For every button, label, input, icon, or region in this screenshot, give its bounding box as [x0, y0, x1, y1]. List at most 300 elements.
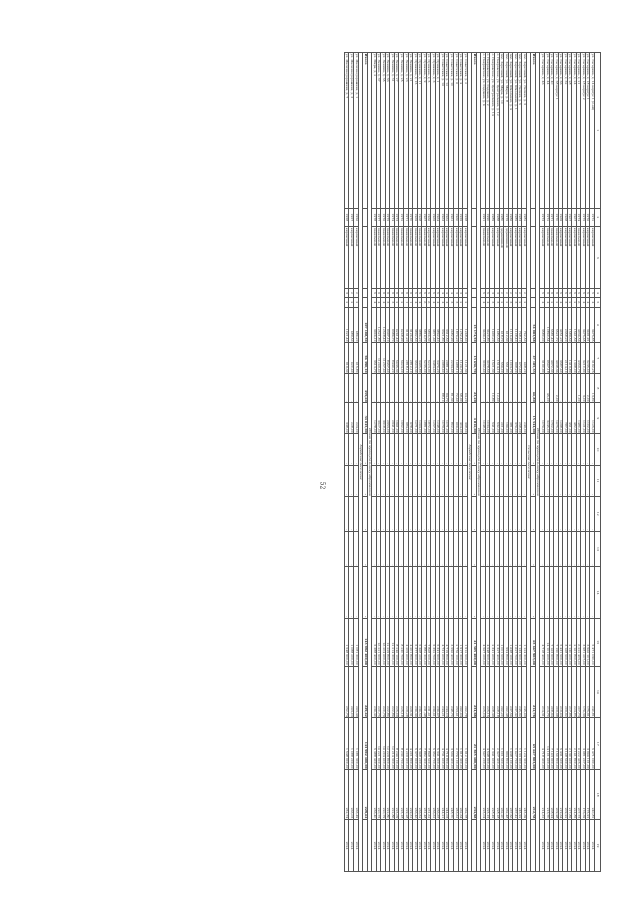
- table-row: [422, 53, 427, 872]
- table-cell: 11269,60: [376, 343, 381, 374]
- table-cell: 3495,80: [417, 343, 422, 374]
- table-cell: -: [590, 496, 595, 531]
- table-cell: 1690,20: [490, 307, 495, 342]
- table-cell: -: [376, 374, 381, 403]
- table-cell: 245,92: [517, 666, 522, 718]
- table-cell: 1298,00: [558, 403, 563, 434]
- table-cell: 1,00: [576, 374, 581, 403]
- table-cell: панельный: [417, 227, 422, 289]
- table-cell: 196,00: [504, 403, 509, 434]
- total-cell: 143 992 400,00: [363, 618, 368, 666]
- table-cell: -: [349, 496, 354, 531]
- table-cell: 4 731 600,00: [440, 618, 445, 666]
- table-cell: 5816,70: [422, 307, 427, 342]
- table-cell: 2024: [490, 820, 495, 872]
- table-cell: 16 221 900,00: [376, 618, 381, 666]
- total-cell: 21 305 400,00: [472, 718, 477, 770]
- table-cell: -: [558, 531, 563, 566]
- table-cell: 3: [490, 297, 495, 307]
- table-cell: -: [485, 465, 490, 496]
- table-cell: 4 201 800,00: [408, 718, 413, 770]
- table-cell: -: [517, 434, 522, 465]
- table-cell: -: [590, 434, 595, 465]
- table-cell: -: [558, 496, 563, 531]
- table-cell: ул. Железнодорожная, д. 7: [344, 53, 349, 209]
- table-cell: -: [376, 465, 381, 496]
- table-cell: 45,00: [544, 374, 549, 403]
- table-cell: 244,03: [444, 666, 449, 718]
- table-cell: 2024: [435, 820, 440, 872]
- table-cell: 5635,30: [394, 343, 399, 374]
- total-cell: -: [531, 465, 536, 496]
- table-cell: 4936,56: [576, 307, 581, 342]
- table-cell: 2941,00: [390, 403, 395, 434]
- table-cell: 229,31: [408, 666, 413, 718]
- table-cell: 615,80: [354, 343, 359, 374]
- table-cell: 802,00: [449, 403, 454, 434]
- table-cell: панельный: [485, 227, 490, 289]
- table-cell: 3476,20: [435, 343, 440, 374]
- table-cell: 209,98: [554, 666, 559, 718]
- table-cell: 262,48: [504, 666, 509, 718]
- table-cell: -: [554, 567, 559, 619]
- table-cell: 5: [563, 289, 568, 297]
- table-cell: 2,00: [585, 374, 590, 403]
- column-header: 16: [595, 666, 601, 718]
- table-cell: пос. Заречный, ул. Школьная, д. 1: [513, 53, 518, 209]
- table-cell: 5 388 400,00: [372, 718, 377, 770]
- total-cell: -: [531, 496, 536, 531]
- table-row: [590, 53, 595, 872]
- table-cell: -: [454, 496, 459, 531]
- table-cell: -: [517, 496, 522, 531]
- table-cell: 2: [508, 289, 513, 297]
- table-cell: -: [354, 567, 359, 619]
- table-cell: 220,79: [381, 666, 386, 718]
- table-cell: 1682,50: [494, 307, 499, 342]
- table-cell: -: [576, 434, 581, 465]
- table-cell: 4: [381, 297, 386, 307]
- table-cell: -: [394, 374, 399, 403]
- table-cell: -: [576, 531, 581, 566]
- table-cell: 1975: [581, 208, 586, 227]
- table-cell: 4 567 200,00: [481, 618, 486, 666]
- table-cell: 12,40: [494, 374, 499, 403]
- table-cell: 2 130 600,00: [567, 718, 572, 770]
- table-cell: -: [481, 496, 486, 531]
- table-cell: 3235,40: [585, 343, 590, 374]
- total-cell: -: [472, 434, 477, 465]
- table-cell: 175,91: [585, 666, 590, 718]
- table-cell: -: [504, 567, 509, 619]
- table-cell: 2: [517, 289, 522, 297]
- table-cell: -: [385, 496, 390, 531]
- table-cell: -: [344, 374, 349, 403]
- table-cell: 3436,10: [481, 307, 486, 342]
- table-cell: -: [567, 434, 572, 465]
- table-cell: 245,69: [522, 666, 527, 718]
- table-cell: 1 638 100,00: [508, 718, 513, 770]
- table-cell: деревянный: [504, 227, 509, 289]
- table-cell: 3: [454, 297, 459, 307]
- table-cell: 1589,50: [567, 307, 572, 342]
- table-cell: -: [572, 434, 577, 465]
- table-cell: -: [349, 434, 354, 465]
- table-cell: 3675,65: [581, 307, 586, 342]
- table-cell: 3513,70: [372, 343, 377, 374]
- table-cell: -: [563, 567, 568, 619]
- table-cell: 225,18: [399, 770, 404, 820]
- total-cell: 65 667 903,00: [531, 718, 536, 770]
- table-cell: -: [522, 531, 527, 566]
- table-cell: 4 718 400,00: [540, 718, 545, 770]
- table-cell: 5624,00: [399, 343, 404, 374]
- table-cell: кирпичный: [513, 227, 518, 289]
- table-cell: -: [522, 567, 527, 619]
- table-cell: -: [454, 531, 459, 566]
- table-cell: 2 161 800,00: [572, 618, 577, 666]
- table-cell: 4 209 600,00: [404, 618, 409, 666]
- table-cell: панельный: [385, 227, 390, 289]
- table-cell: 217,85: [567, 770, 572, 820]
- table-cell: -: [585, 496, 590, 531]
- table-cell: 1972: [544, 208, 549, 227]
- table-cell: пос. Заречный, ул. Лесная, д. 3: [522, 53, 527, 209]
- table-cell: 1961,00: [394, 403, 399, 434]
- table-cell: -: [481, 465, 486, 496]
- table-cell: 3918,00: [381, 403, 386, 434]
- table-cell: 748,10: [517, 307, 522, 342]
- column-header: 8: [595, 374, 601, 403]
- table-cell: кирпичный: [463, 227, 468, 289]
- table-cell: ул. Пушкина, д. 11: [417, 53, 422, 209]
- table-cell: 237,42: [513, 770, 518, 820]
- table-cell: кирпичный: [449, 227, 454, 289]
- column-header: 9: [595, 403, 601, 434]
- table-cell: 2024: [508, 820, 513, 872]
- table-cell: 5 471 090,00: [590, 718, 595, 770]
- total-cell: -: [531, 531, 536, 566]
- table-cell: -: [522, 374, 527, 403]
- table-cell: кирпичный: [572, 227, 577, 289]
- table-cell: 2024: [349, 820, 354, 872]
- table-cell: -: [417, 567, 422, 619]
- table-cell: -: [444, 531, 449, 566]
- table-cell: 11257,60: [381, 343, 386, 374]
- table-cell: 3484,40: [431, 343, 436, 374]
- table-cell: -: [413, 434, 418, 465]
- table-cell: 2: [504, 297, 509, 307]
- table-cell: 2024: [408, 820, 413, 872]
- total-cell: -: [472, 531, 477, 566]
- table-cell: 5 352 700,00: [431, 718, 436, 770]
- table-cell: с. Покровское, ул. Центральная, д. 14: [490, 53, 495, 209]
- table-cell: -: [567, 374, 572, 403]
- column-header: 17: [595, 718, 601, 770]
- total-cell: 15 544,00: [531, 403, 536, 434]
- table-cell: 3: [463, 289, 468, 297]
- table-cell: -: [499, 434, 504, 465]
- table-cell: 9: [385, 289, 390, 297]
- total-cell: -: [363, 465, 368, 496]
- table-cell: -: [404, 465, 409, 496]
- total-cell: 143 992 400,00: [363, 718, 368, 770]
- table-cell: -: [572, 374, 577, 403]
- table-cell: -: [449, 567, 454, 619]
- table-cell: -: [490, 567, 495, 619]
- table-cell: 10860,54: [544, 307, 549, 342]
- rotated-table-area: [45, 52, 601, 872]
- total-title: Итого по муниципальному образованию: [535, 53, 540, 872]
- table-cell: 1398,00: [572, 343, 577, 374]
- table-body: [344, 53, 594, 872]
- table-cell: 258,00: [517, 403, 522, 434]
- table-row: [517, 53, 522, 872]
- table-cell: 225,09: [394, 666, 399, 718]
- table-cell: 4: [444, 289, 449, 297]
- table-cell: 5 431 500,00: [558, 618, 563, 666]
- table-cell: -: [504, 465, 509, 496]
- table-cell: 1675,00: [554, 403, 559, 434]
- table-cell: 9: [544, 289, 549, 297]
- table-cell: 3691,91: [585, 307, 590, 342]
- total-cell: 65 667 903,00: [531, 618, 536, 666]
- table-cell: 225,04: [481, 666, 486, 718]
- table-cell: 1988: [494, 208, 499, 227]
- table-row: [417, 53, 422, 872]
- table-cell: 1 088 200,00: [349, 618, 354, 666]
- table-cell: -: [540, 374, 545, 403]
- table-cell: 3124,60: [408, 307, 413, 342]
- total-cell: -: [363, 531, 368, 566]
- table-cell: -: [372, 465, 377, 496]
- table-cell: 2024: [554, 820, 559, 872]
- table-cell: 3675,85: [590, 307, 595, 342]
- total-cell: -: [531, 434, 536, 465]
- table-cell: панельный: [413, 227, 418, 289]
- table-cell: 5: [590, 289, 595, 297]
- table-cell: 2: [349, 289, 354, 297]
- table-cell: 3 981 207,00: [581, 718, 586, 770]
- table-cell: 1252,40: [458, 307, 463, 342]
- table-cell: -: [381, 531, 386, 566]
- table-cell: -: [485, 374, 490, 403]
- table-cell: 2024: [431, 820, 436, 872]
- table-cell: 217,85: [567, 666, 572, 718]
- table-cell: -: [372, 496, 377, 531]
- table-cell: -: [513, 434, 518, 465]
- table-cell: 2: [344, 297, 349, 307]
- table-cell: 7 868 500,00: [426, 618, 431, 666]
- table-cell: -: [549, 465, 554, 496]
- table-cell: -: [349, 465, 354, 496]
- table-cell: 3 966 101,00: [585, 618, 590, 666]
- table-cell: -: [540, 531, 545, 566]
- table-cell: -: [413, 374, 418, 403]
- table-row: [426, 53, 431, 872]
- table-cell: 2024: [426, 820, 431, 872]
- table-cell: 6: [576, 297, 581, 307]
- table-cell: -: [490, 465, 495, 496]
- table-cell: -: [454, 434, 459, 465]
- table-cell: 1970: [408, 208, 413, 227]
- column-header: 5: [595, 297, 601, 307]
- column-header: 2: [595, 208, 601, 227]
- table-cell: 14 101 600,00: [544, 718, 549, 770]
- table-cell: -: [426, 496, 431, 531]
- table-cell: -: [581, 567, 586, 619]
- table-cell: кирпичный: [508, 227, 513, 289]
- table-cell: 240,81: [590, 666, 595, 718]
- table-rotation: [45, 52, 601, 872]
- table-cell: 12508,40: [381, 307, 386, 342]
- table-cell: -: [376, 531, 381, 566]
- table-cell: 994 800,00: [504, 718, 509, 770]
- table-cell: 9: [381, 289, 386, 297]
- total-cell: 47 185,33: [531, 343, 536, 374]
- total-cell: [363, 297, 368, 307]
- table-cell: 5 377 900,00: [413, 718, 418, 770]
- table-cell: 262,20: [499, 666, 504, 718]
- table-row: [413, 53, 418, 872]
- table-cell: 249,00: [522, 403, 527, 434]
- table-cell: 4 548 900,00: [485, 618, 490, 666]
- table-cell: 1 133 900,00: [517, 718, 522, 770]
- table-cell: 1561,50: [572, 307, 577, 342]
- table-cell: 1972: [590, 208, 595, 227]
- table-cell: 2358,20: [563, 307, 568, 342]
- table-cell: -: [540, 434, 545, 465]
- table-cell: 5: [422, 289, 427, 297]
- table-cell: 225,18: [399, 666, 404, 718]
- section-title-row: [467, 53, 472, 872]
- table-cell: -: [390, 531, 395, 566]
- table-cell: -: [417, 374, 422, 403]
- table-cell: 1 548 900,00: [344, 618, 349, 666]
- table-cell: 1003,70: [508, 343, 513, 374]
- table-cell: -: [499, 531, 504, 566]
- table-cell: -: [431, 496, 436, 531]
- table-cell: 3: [494, 297, 499, 307]
- table-row: [440, 53, 445, 872]
- table-cell: 225,04: [481, 770, 486, 820]
- total-title-row: [367, 53, 372, 872]
- table-row: [385, 53, 390, 872]
- table-cell: 3: [454, 289, 459, 297]
- table-cell: -: [422, 374, 427, 403]
- table-cell: панельный: [422, 227, 427, 289]
- table-cell: 213,70: [544, 770, 549, 820]
- table-cell: 3190,90: [540, 343, 545, 374]
- table-cell: 3420,80: [485, 307, 490, 342]
- table-cell: 2: [549, 297, 554, 307]
- table-cell: -: [390, 465, 395, 496]
- table-cell: 4: [440, 297, 445, 307]
- table-cell: 2024: [376, 820, 381, 872]
- section-title: Городское поселение: [467, 53, 472, 872]
- table-cell: 1278,00: [372, 403, 377, 434]
- table-cell: -: [549, 496, 554, 531]
- table-cell: -: [508, 374, 513, 403]
- table-cell: 222,86: [390, 666, 395, 718]
- table-cell: 1: [408, 297, 413, 307]
- table-cell: 2024: [394, 820, 399, 872]
- table-cell: 213,70: [544, 666, 549, 718]
- table-cell: 8 246 100,00: [394, 618, 399, 666]
- table-cell: кирпичный: [567, 227, 572, 289]
- table-cell: 16 204 600,00: [381, 718, 386, 770]
- table-cell: 2024: [522, 820, 527, 872]
- table-cell: 3321,80: [440, 307, 445, 342]
- table-cell: 9: [390, 289, 395, 297]
- table-cell: 6261,40: [394, 307, 399, 342]
- table-cell: 4 209 600,00: [404, 718, 409, 770]
- table-cell: 2234,60: [449, 343, 454, 374]
- table-cell: панельный: [554, 227, 559, 289]
- total-cell: [472, 820, 477, 872]
- table-cell: 1521,30: [490, 343, 495, 374]
- table-cell: ул. Гагарина, д. 28: [567, 53, 572, 209]
- table-cell: 6 222 405,00: [576, 718, 581, 770]
- table-cell: 9: [554, 289, 559, 297]
- table-cell: 3: [385, 297, 390, 307]
- total-title-row: [476, 53, 481, 872]
- table-cell: -: [422, 465, 427, 496]
- table-cell: -: [354, 531, 359, 566]
- table-row: [394, 53, 399, 872]
- table-cell: -: [522, 465, 527, 496]
- table-cell: -: [413, 465, 418, 496]
- table-cell: деревянный: [499, 227, 504, 289]
- table-cell: -: [585, 567, 590, 619]
- section-title: Городское поселение: [358, 53, 363, 872]
- total-cell: [531, 208, 536, 227]
- table-cell: -: [426, 531, 431, 566]
- table-cell: 64,20: [463, 374, 468, 403]
- table-cell: 262,64: [458, 666, 463, 718]
- table-cell: -: [376, 496, 381, 531]
- table-cell: 9567,18: [544, 343, 549, 374]
- table-cell: 176,39: [581, 770, 586, 820]
- table-cell: 2: [572, 297, 577, 307]
- table-cell: 1 638 100,00: [508, 618, 513, 666]
- table-cell: 2024: [513, 820, 518, 872]
- table-cell: 1983: [517, 208, 522, 227]
- table-row: [408, 53, 413, 872]
- table-cell: панельный: [399, 227, 404, 289]
- table-cell: -: [549, 531, 554, 566]
- table-cell: 9: [408, 289, 413, 297]
- table-cell: 12 229 800,00: [385, 718, 390, 770]
- table-row: [563, 53, 568, 872]
- table-cell: 2024: [540, 820, 545, 872]
- table-cell: 5: [426, 289, 431, 297]
- table-cell: 1076,00: [540, 403, 545, 434]
- table-cell: 6248,90: [399, 307, 404, 342]
- table-cell: 1 081 300,00: [354, 718, 359, 770]
- table-cell: 2: [354, 289, 359, 297]
- table-cell: -: [554, 531, 559, 566]
- table-cell: 8 230 700,00: [399, 618, 404, 666]
- total-cell: [472, 208, 477, 227]
- table-cell: -: [544, 496, 549, 531]
- table-cell: 2024: [494, 820, 499, 872]
- table-cell: 12521,80: [376, 307, 381, 342]
- table-cell: -: [440, 496, 445, 531]
- table-cell: -: [435, 434, 440, 465]
- table-cell: 3904,10: [372, 307, 377, 342]
- table-cell: -: [554, 434, 559, 465]
